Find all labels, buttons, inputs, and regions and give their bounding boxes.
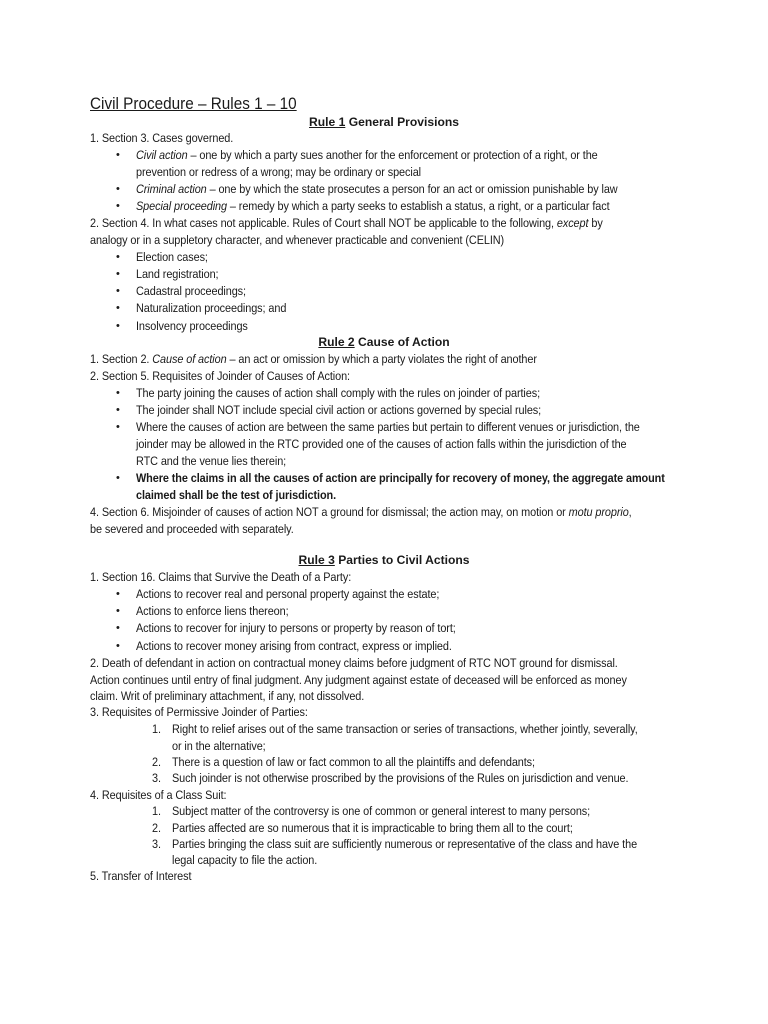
bullet-icon: •	[116, 622, 120, 634]
list-item: The joinder shall NOT include special civil action or actions governed by special rules;	[136, 403, 542, 417]
bullet-icon: •	[116, 472, 120, 484]
rule3-para2: 2. Death of defendant in action on contractual money claims before judgment of RTC NOT ground for dismissal.	[90, 656, 618, 670]
bullet-icon: •	[116, 268, 120, 280]
bullet-icon: •	[116, 640, 120, 652]
rule1-label: Rule 1	[309, 115, 346, 129]
item-number: 3.	[152, 771, 161, 785]
list-item-cont: RTC and the venue lies therein;	[136, 454, 287, 468]
numbered-item: There is a question of law or fact common to all the plaintiffs and defendants;	[172, 755, 535, 769]
bullet-icon: •	[116, 387, 120, 399]
item-number: 1.	[152, 804, 161, 818]
item-number: 3.	[152, 837, 161, 851]
rule1-section4-cont: analogy or in a suppletory character, and whenever practicable and convenient (CELIN)	[90, 233, 505, 247]
list-item: Actions to recover money arising from contract, express or implied.	[136, 639, 452, 653]
bullet-icon: •	[116, 183, 120, 195]
page-title: Civil Procedure – Rules 1 – 10	[90, 94, 297, 113]
bullet-icon: •	[116, 149, 120, 161]
list-item: Land registration;	[136, 267, 219, 281]
rule2-heading: Rule 2 Cause of Action	[318, 335, 450, 349]
bullet-icon: •	[116, 404, 120, 416]
item-number: 1.	[152, 722, 161, 736]
numbered-item-cont: legal capacity to file the action.	[172, 853, 318, 867]
numbered-item: Parties affected are so numerous that it is impracticable to bring them all to the court;	[172, 821, 573, 835]
criminal-action-def: Criminal action – one by which the state prosecutes a person for an act or omission punishable by law	[136, 182, 618, 196]
numbered-item: Parties bringing the class suit are sufficiently numerous or representative of the class and have the	[172, 837, 638, 851]
rule3-para2-cont: Action continues until entry of final judgment. Any judgment against estate of deceased will be enforced as money	[90, 673, 627, 687]
list-item-bold-cont: claimed shall be the test of jurisdiction.	[136, 488, 337, 502]
bullet-icon: •	[116, 421, 120, 433]
rule3-para4: 4. Requisites of a Class Suit:	[90, 788, 227, 802]
bullet-icon: •	[116, 588, 120, 600]
numbered-item: Such joinder is not otherwise proscribed by the provisions of the Rules on jurisdiction and venue.	[172, 771, 629, 785]
rule1-section4: 2. Section 4. In what cases not applicable. Rules of Court shall NOT be applicable to the following, except by	[90, 216, 603, 230]
list-item: Actions to recover real and personal property against the estate;	[136, 587, 440, 601]
item-number: 2.	[152, 821, 161, 835]
list-item: Election cases;	[136, 250, 208, 264]
list-item: Where the causes of action are between the same parties but pertain to different venues or jurisdiction, the	[136, 420, 640, 434]
list-item: Insolvency proceedings	[136, 319, 248, 333]
item-number: 2.	[152, 755, 161, 769]
list-item: The party joining the causes of action shall comply with the rules on joinder of parties;	[136, 386, 541, 400]
rule3-para2-cont: claim. Writ of preliminary attachment, if any, not dissolved.	[90, 689, 365, 703]
civil-action-def-cont: prevention or redress of a wrong; may be ordinary or special	[136, 165, 422, 179]
rule2-section6: 4. Section 6. Misjoinder of causes of action NOT a ground for dismissal; the action may, on motion or motu proprio,	[90, 505, 632, 519]
numbered-item-cont: or in the alternative;	[172, 739, 266, 753]
rule2-section2: 1. Section 2. Cause of action – an act or omission by which a party violates the right of another	[90, 352, 537, 366]
list-item: Actions to enforce liens thereon;	[136, 604, 289, 618]
rule3-section16: 1. Section 16. Claims that Survive the Death of a Party:	[90, 570, 352, 584]
list-item: Naturalization proceedings; and	[136, 301, 287, 315]
list-item: Cadastral proceedings;	[136, 284, 246, 298]
bullet-icon: •	[116, 302, 120, 314]
special-proceeding-def: Special proceeding – remedy by which a party seeks to establish a status, a right, or a particular fact	[136, 199, 610, 213]
rule3-para5: 5. Transfer of Interest	[90, 869, 192, 883]
rule1-title: General Provisions	[348, 115, 459, 129]
rule3-heading: Rule 3 Parties to Civil Actions	[298, 553, 470, 567]
rule1-section3: 1. Section 3. Cases governed.	[90, 131, 234, 145]
numbered-item: Subject matter of the controversy is one of common or general interest to many persons;	[172, 804, 591, 818]
bullet-icon: •	[116, 320, 120, 332]
list-item: Actions to recover for injury to persons or property by reason of tort;	[136, 621, 456, 635]
rule2-section5: 2. Section 5. Requisites of Joinder of Causes of Action:	[90, 369, 350, 383]
civil-action-term: Civil action	[136, 148, 188, 162]
bullet-icon: •	[116, 251, 120, 263]
rule3-para3: 3. Requisites of Permissive Joinder of Parties:	[90, 705, 308, 719]
bullet-icon: •	[116, 605, 120, 617]
civil-action-def: Civil action – one by which a party sues another for the enforcement or protection of a right, or the	[136, 148, 598, 162]
rule2-section6-cont: be severed and proceeded with separately.	[90, 522, 294, 536]
list-item-bold: Where the claims in all the causes of action are principally for recovery of money, the aggregate amount	[136, 471, 665, 485]
bullet-icon: •	[116, 285, 120, 297]
bullet-icon: •	[116, 200, 120, 212]
list-item-cont: joinder may be allowed in the RTC provided one of the causes of action falls within the jurisdiction of the	[136, 437, 627, 451]
rule1-heading	[0, 114, 768, 131]
numbered-item: Right to relief arises out of the same transaction or series of transactions, whether jointly, severally,	[172, 722, 638, 736]
